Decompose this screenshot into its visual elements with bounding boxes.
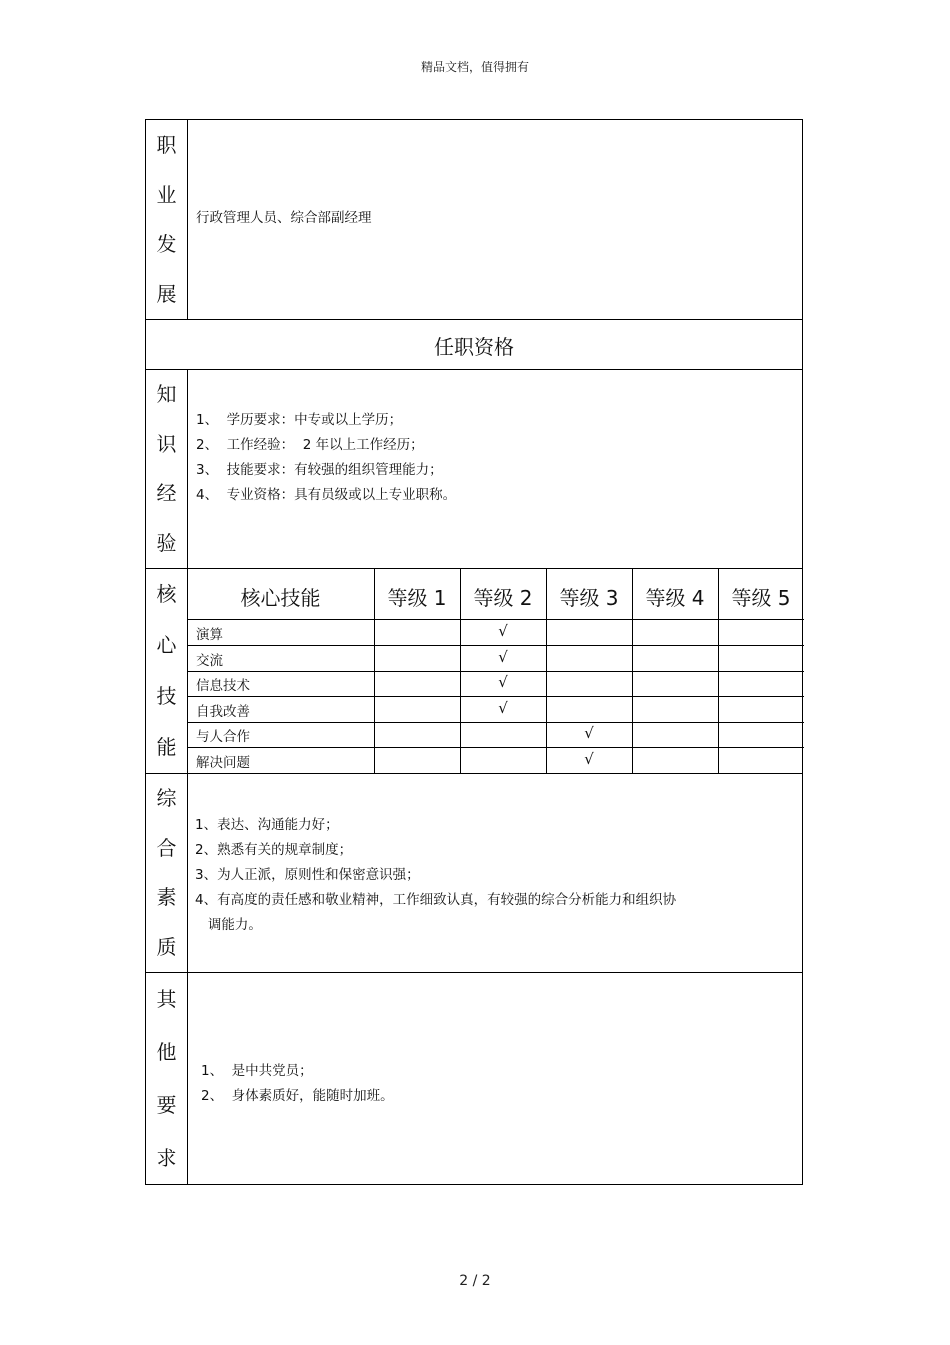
row-divider: [187, 722, 804, 723]
skill-name: 演算: [196, 627, 223, 643]
other-list: [201, 1059, 394, 1109]
skills-header-name: 核心技能: [240, 586, 321, 610]
column-divider: [187, 120, 188, 319]
skills-label: 核 心 技 能: [156, 581, 177, 760]
skill-level-check: √: [584, 724, 594, 742]
list-item: 1、 学历要求：中专或以上学历；: [196, 412, 403, 428]
list-item: 1、表达、沟通能力好；: [195, 817, 339, 833]
skills-header-level-5: 等级 5: [731, 586, 791, 610]
skill-level-check: √: [498, 648, 508, 666]
row-divider: [146, 568, 802, 569]
skill-name: 交流: [196, 653, 223, 669]
row-divider: [187, 645, 804, 646]
row-divider: [146, 369, 802, 370]
list-item: 3、 技能要求：有较强的组织管理能力；: [196, 462, 443, 478]
other-label: 其 他 要 求: [156, 986, 177, 1171]
list-item: 2、熟悉有关的规章制度；: [195, 842, 353, 858]
skills-header-level-3: 等级 3: [559, 586, 619, 610]
skills-header-level-1: 等级 1: [387, 586, 447, 610]
page-header: 精品文档，值得拥有: [420, 60, 529, 74]
row-divider: [146, 773, 802, 774]
job-description-table: [145, 119, 803, 1185]
knowledge-label: 知 识 经 验: [156, 381, 177, 556]
list-item: 调能力。: [195, 917, 262, 933]
knowledge-list: [196, 408, 456, 508]
list-item: 4、 专业资格：具有员级或以上专业职称。: [196, 487, 457, 503]
skill-name: 自我改善: [196, 704, 250, 720]
skill-name: 信息技术: [196, 678, 250, 694]
list-item: 3、为人正派，原则性和保密意识强；: [195, 867, 420, 883]
list-item: 2、 工作经验： 2 年以上工作经历；: [196, 437, 424, 453]
qualification-title: 任职资格: [434, 335, 514, 359]
skill-name: 与人合作: [196, 729, 250, 745]
skill-level-check: √: [498, 622, 508, 640]
competence-label: 综 合 素 质: [156, 785, 177, 960]
row-divider: [187, 619, 804, 620]
row-divider: [146, 319, 802, 320]
page-number: 2 / 2: [459, 1273, 491, 1289]
list-item: 1、 是中共党员；: [201, 1063, 313, 1079]
career-label: 职 业 发 展: [156, 132, 177, 307]
career-text: 行政管理人员、综合部副经理: [196, 210, 372, 226]
skill-level-check: √: [498, 699, 508, 717]
skills-header-level-2: 等级 2: [473, 586, 533, 610]
skill-name: 解决问题: [196, 755, 250, 771]
skill-level-check: √: [498, 673, 508, 691]
list-item: 2、 身体素质好，能随时加班。: [201, 1088, 394, 1104]
skills-header-level-4: 等级 4: [645, 586, 705, 610]
skill-level-check: √: [584, 750, 594, 768]
row-divider: [146, 972, 802, 973]
row-divider: [187, 747, 804, 748]
column-divider: [187, 369, 188, 1185]
list-item: 4、有高度的责任感和敬业精神，工作细致认真，有较强的综合分析能力和组织协: [195, 892, 677, 908]
row-divider: [187, 696, 804, 697]
row-divider: [187, 671, 804, 672]
competence-list: [195, 813, 676, 938]
